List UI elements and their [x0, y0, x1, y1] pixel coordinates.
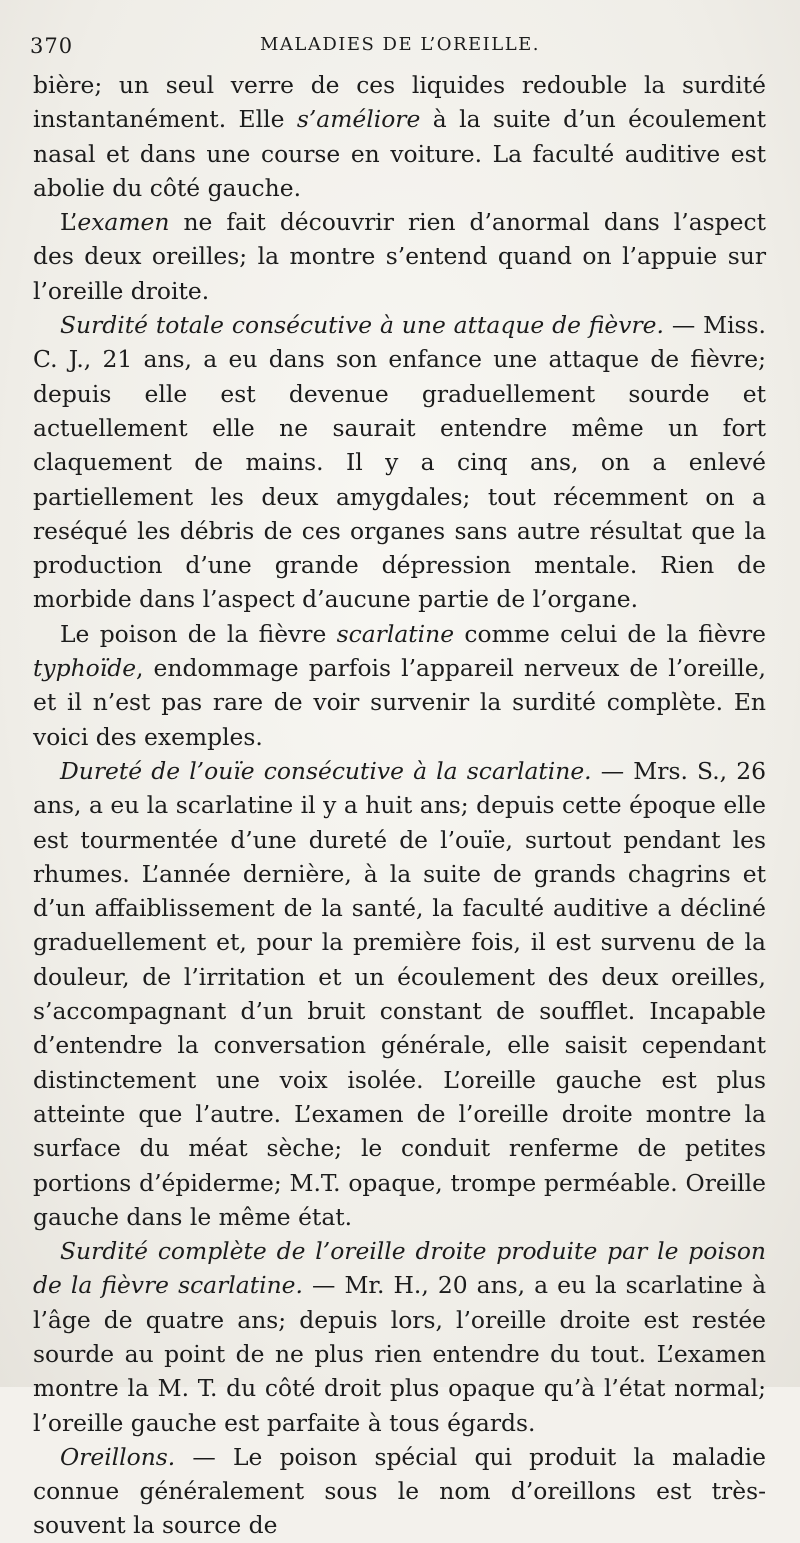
text-run: à la suite d’un écoulement nasal et dans une course en voiture. La faculté auditive est abolie du côté gauche. — [33, 105, 766, 202]
text-run: — Le poison spécial qui produit la maladie connue généralement sous le nom d’oreillons est très-souvent la source de — [33, 1442, 766, 1540]
body-text — [33, 68, 766, 1543]
text-run: — Miss. C. J., 21 ans, a eu dans son enfance une attaque de fièvre; depuis elle est devenue graduellement sourde et actuellement elle ne saurait entendre même un fort claquement de mains. Il y a cinq ans, on a enlevé partiellement les deux amygdales; tout récemment on a reséqué les débris de ces organes sans autre résultat que la production d’une grande dépression mentale. Rien de morbide dans l’aspect d’aucune partie de l’organe. — [33, 311, 766, 614]
paragraph-p6 — [33, 1234, 766, 1440]
paragraph-p5 — [33, 754, 766, 1234]
paragraph-p1 — [33, 68, 766, 205]
italic-text: scarlatine — [336, 619, 455, 648]
paragraph-p7 — [33, 1440, 766, 1543]
text-run: bière; un seul verre de ces liquides redouble la surdité instantanément. Elle — [33, 71, 766, 134]
paragraph-p4 — [33, 617, 766, 754]
text-run: — Mr. H., 20 ans, a eu la scarlatine à l’âge de quatre ans; depuis lors, l’oreille droite est restée sourde au point de ne plus rien entendre du tout. L’examen montre la M. T. du côté droit plus opaque qu’à l’état normal; l’oreille gauche est parfaite à tous égards. — [33, 1271, 767, 1437]
italic-text: examen — [77, 208, 170, 237]
page-number: 370 — [30, 34, 74, 58]
italic-text: Dureté de l’ouïe consécutive à la scarlatine. — [60, 756, 592, 785]
text-run: Le poison de la fièvre — [60, 619, 337, 648]
page-header — [30, 30, 770, 64]
text-run: comme celui de la fièvre — [454, 619, 766, 648]
italic-text: typhoïde — [33, 654, 137, 683]
italic-text: Surdité complète de l’oreille droite produite par le poison de la fièvre scarlatine. — [33, 1237, 766, 1300]
italic-text: Oreillons. — [60, 1442, 176, 1471]
paragraph-p3 — [33, 308, 766, 617]
text-run: L’ — [60, 208, 78, 237]
paragraph-p2 — [33, 205, 766, 308]
text-run: — Mrs. S., 26 ans, a eu la scarlatine il y a huit ans; depuis cette époque elle est tourmentée d’une dureté de l’ouïe, surtout pendant les rhumes. L’année dernière, à la suite de grands chagrins et d’un affaiblissement de la santé, la faculté auditive a décliné graduellement et, pour la première fois, il est survenu de la douleur, de l’irritation et un écoulement des deux oreilles, s’accompagnant d’un bruit constant de soufflet. Incapable d’entendre la conversation générale, elle saisit cependant distinctement une voix isolée. L’oreille gauche est plus atteinte que l’autre. L’examen de l’oreille droite montre la surface du méat sèche; le conduit renferme de petites portions d’épiderme; M.T. opaque, trompe perméable. Oreille gauche dans le même état. — [33, 756, 766, 1231]
italic-text: Surdité totale consécutive à une attaque de fièvre. — [60, 311, 664, 340]
text-run: ne fait découvrir rien d’anormal dans l’aspect des deux oreilles; la montre s’entend quand on l’appuie sur l’oreille droite. — [33, 208, 766, 305]
running-title: MALADIES DE L’OREILLE. — [259, 34, 541, 55]
text-run: , endommage parfois l’appareil nerveux de l’oreille, et il n’est pas rare de voir survenir la surdité complète. En voici des exemples. — [33, 654, 766, 751]
italic-text: s’améliore — [296, 105, 421, 134]
